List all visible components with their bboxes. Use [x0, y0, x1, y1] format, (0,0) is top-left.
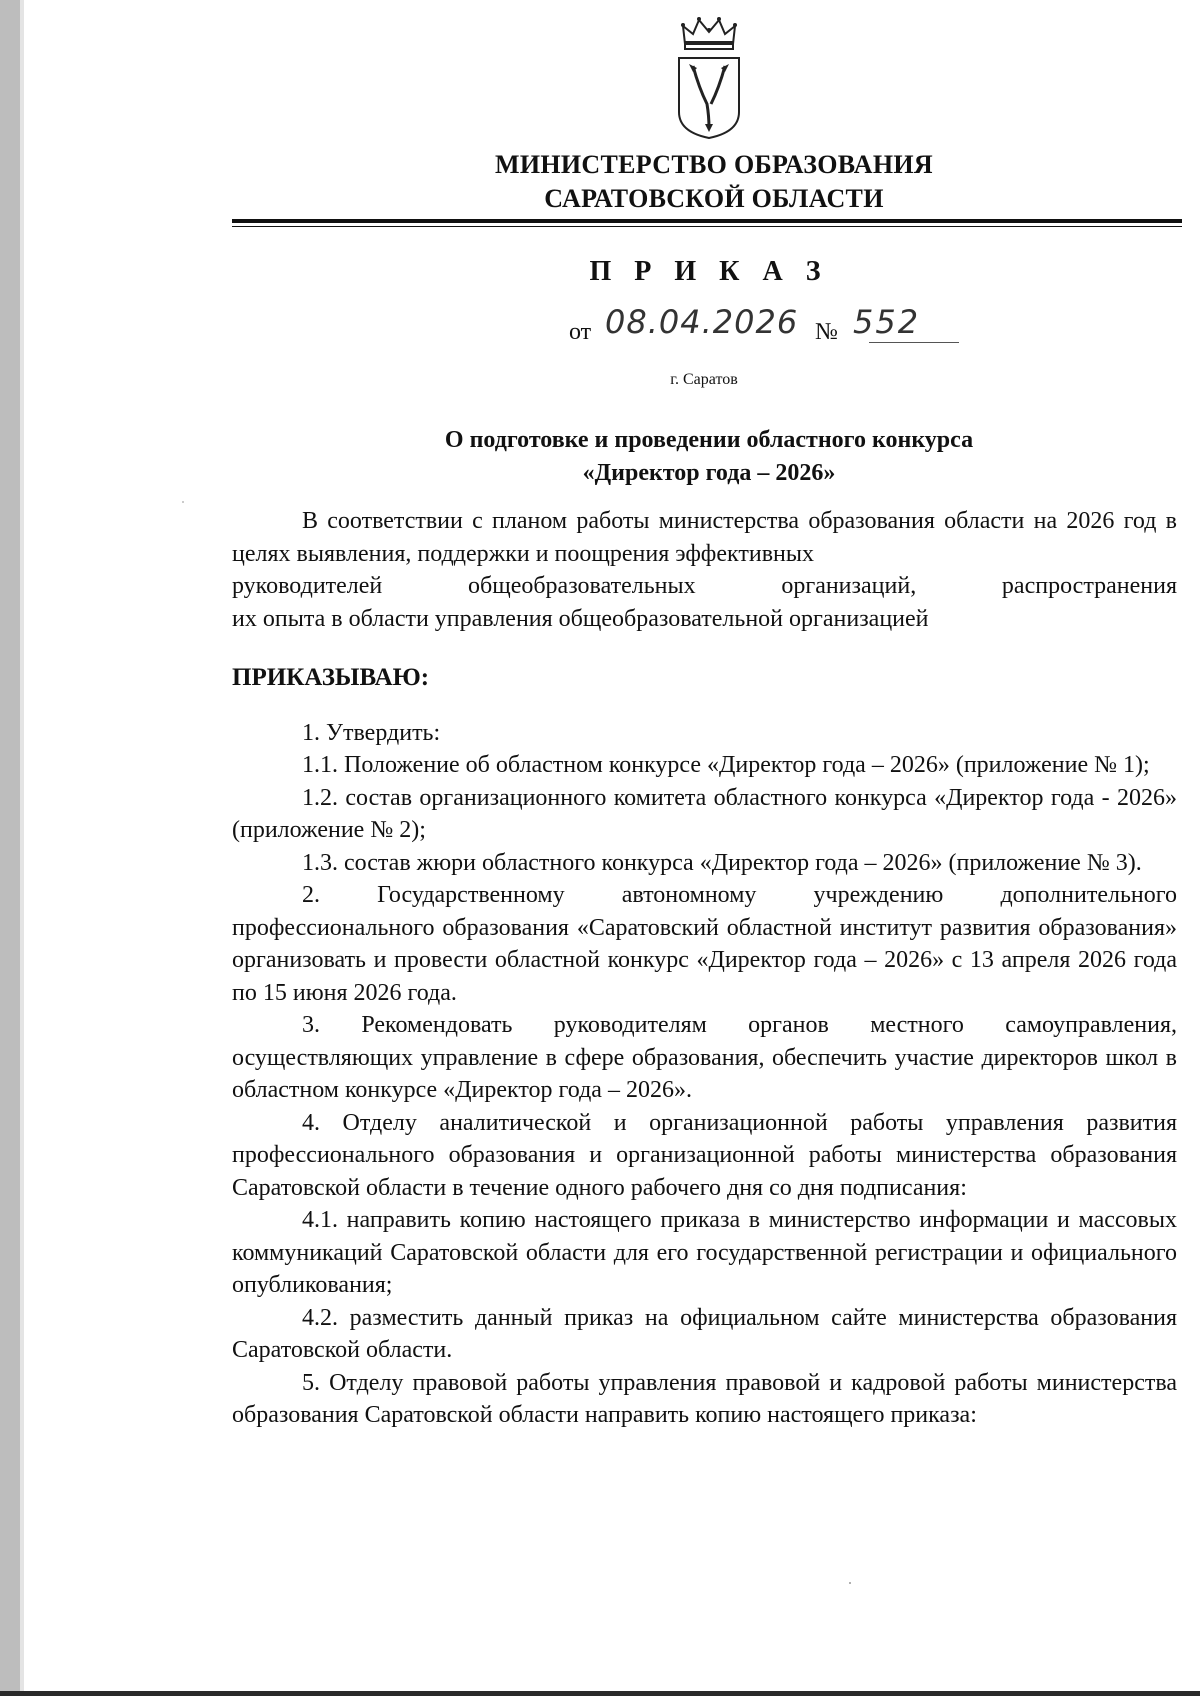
preamble-word: распространения	[1001, 573, 1177, 599]
ministry-name-line2: САРАТОВСКОЙ ОБЛАСТИ	[544, 184, 884, 213]
subject-line1: О подготовке и проведении областного конкурса	[444, 427, 974, 453]
city: г. Саратов	[670, 371, 738, 388]
ministry-header	[414, 148, 1014, 216]
order-dateline	[569, 303, 989, 353]
scan-bottom-edge	[0, 1691, 1200, 1696]
order-item: 1.3. состав жюри областного конкурса «Директор года – 2026» (приложение № 3).	[302, 849, 1142, 876]
date-prefix: от	[569, 319, 592, 345]
scan-speck	[182, 501, 184, 503]
handwritten-order-number: 552	[853, 303, 921, 341]
preamble-word: руководителей	[232, 573, 383, 599]
document-type: П Р И К А З	[589, 256, 829, 287]
order-subject	[384, 424, 1034, 490]
order-item: 4. Отделу аналитической и организационной работы управления развития профессионального образования и организационной работы министерства образования Саратовской области в течение одного рабочего дня со дня подписания:	[232, 1109, 1177, 1201]
order-item: 1.1. Положение об областном конкурсе «Директор года – 2026» (приложение № 1);	[302, 752, 1150, 778]
order-item: 3. Рекомендовать руководителям органов местного самоуправления, осуществляющих управление в сфере образования, обеспечить участие директоров школ в областном конкурсе «Директор года – 2026».	[232, 1012, 1177, 1103]
preamble-part1: В соответствии с планом работы министерства образования области на 2026 год в целях выявления, поддержки и поощрения эффективных	[232, 508, 1177, 567]
scan-left-edge	[0, 0, 20, 1696]
header-divider-thin	[232, 226, 1182, 227]
scan-speck	[849, 1582, 851, 1584]
subject-line2: «Директор года – 2026»	[582, 460, 836, 486]
saratov-coat-of-arms-icon	[671, 16, 747, 140]
header-divider-thick	[232, 219, 1182, 223]
order-directive: ПРИКАЗЫВАЮ:	[232, 664, 430, 691]
order-item: 5. Отделу правовой работы управления правовой и кадровой работы министерства образования Саратовской области направить копию настоящего приказа:	[232, 1369, 1177, 1428]
number-underline	[869, 342, 959, 343]
preamble-word: организаций,	[781, 573, 917, 599]
preamble-part3: их опыта в области управления общеобразовательной организацией	[232, 605, 929, 632]
order-item: 4.1. направить копию настоящего приказа в министерство информации и массовых коммуникаций Саратовской области для его государственной регистрации и официального опубликования;	[232, 1207, 1177, 1298]
document-page	[24, 0, 1200, 1691]
preamble-justified-line	[232, 570, 1177, 603]
order-item: 1. Утвердить:	[302, 719, 441, 746]
order-item: 1.2. состав организационного комитета областного конкурса «Директор года - 2026» (приложение № 2);	[232, 784, 1177, 843]
order-body	[232, 505, 1177, 1432]
order-item: 2. Государственному автономному учреждению дополнительного профессионального образования «Саратовский областной институт развития образования» организовать и провести областной конкурс «Директор года – 2026» с 13 апреля 2026 года по 15 июня 2026 года.	[232, 882, 1177, 1006]
number-sign: №	[815, 319, 838, 345]
ministry-name-line1: МИНИСТЕРСТВО ОБРАЗОВАНИЯ	[494, 150, 933, 179]
preamble-word: общеобразовательных	[468, 573, 696, 599]
handwritten-date: 08.04.2026	[605, 303, 799, 341]
order-item: 4.2. разместить данный приказ на официальном сайте министерства образования Саратовской области.	[232, 1304, 1177, 1363]
